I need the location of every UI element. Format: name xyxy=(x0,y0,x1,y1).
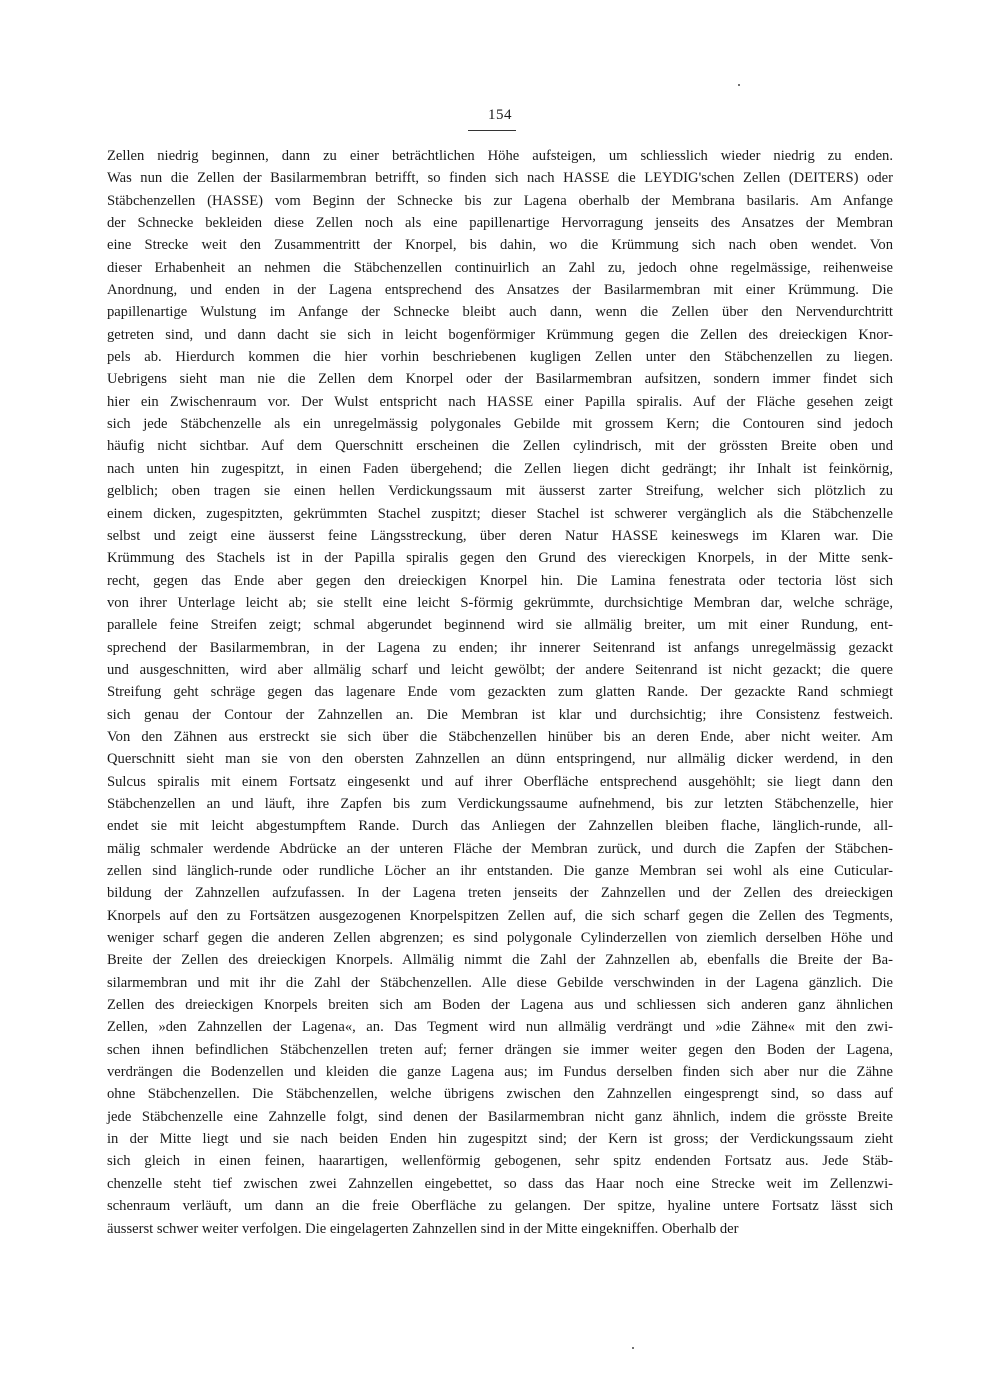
text-line: schen ihnen befindlichen Stäbchenzellen treten auf; ferner drängen sie immer weiter gegen den Boden der Lagena, xyxy=(107,1041,893,1058)
text-line: Knorpels auf den zu Fortsätzen ausgezogenen Knorpelspitzen Zellen auf, die sich scharf gegen die Zellen des Tegments, xyxy=(107,907,893,924)
text-line: einem dicken, zugespitzten, gekrümmten Stachel zuspitzt; dieser Stachel ist schwerer vergänglich als die Stäbchenzelle xyxy=(107,505,893,522)
text-line: mälig schmaler werdende Abdrücke an der unteren Fläche der Membran zurück, und durch die Zapfen der Stäbchen- xyxy=(107,840,893,857)
text-line: sich jede Stäbchenzelle als ein unregelmässig polygonales Gebilde mit grossem Kern; die Contouren sind jedoch xyxy=(107,416,893,433)
text-line: papillenartige Wulstung im Anfange der Schnecke bleibt auch dann, wenn die Zellen über den Nervendurchtritt xyxy=(107,304,893,321)
text-line: Stäbchenzellen (HASSE) vom Beginn der Schnecke bis zur Lagena oberhalb der Membrana basilaris. Am Anfange xyxy=(107,192,893,209)
text-line: Querschnitt sieht man sie von den obersten Zahnzellen an dünn entspringend, nur allmälig dicker werdend, in den xyxy=(107,751,893,768)
text-line: silarmembran und mit ihr die Zahl der Stäbchenzellen. Alle diese Gebilde verschwinden in der Lagena gänzlich. Die xyxy=(107,974,893,991)
text-line: Anordnung, und enden in der Lagena entsprechend des Ansatzes der Basilarmembran mit einer Krümmung. Die xyxy=(107,282,893,299)
page-number: 154 xyxy=(488,107,512,123)
speck-mark xyxy=(632,1347,634,1349)
text-line: Breite der Zellen des dreieckigen Knorpels. Allmälig nimmt die Zahl der Zahnzellen ab, ebenfalls die Breite der Ba- xyxy=(107,952,893,969)
text-line: weniger scharf gegen die anderen Zellen abgrenzen; es sind polygonale Cylinderzellen von ziemlich derselben Höhe und xyxy=(107,930,893,947)
text-line: Zellen des dreieckigen Knorpels breiten sich am Boden der Lagena aus und schliessen sich anderen ganz ähnlichen xyxy=(107,997,893,1014)
text-line: Stäbchenzellen an und läuft, ihre Zapfen bis zum Verdickungssaume aufnehmend, bis zur letzten Stäbchenzelle, hier xyxy=(107,795,893,812)
text-line: ohne Stäbchenzellen. Die Stäbchenzellen, welche übrigens zwischen den Zahnzellen eingesprengt sind, so dass auf xyxy=(107,1086,893,1103)
text-line: verdrängen die Bodenzellen und kleiden die ganze Lagena aus; im Fundus derselben finden sich aber nur die Zähne xyxy=(107,1064,893,1081)
text-line: Streifung geht schräge gegen das lagenare Ende vom gezackten zum glatten Rande. Der gezackte Rand schmiegt xyxy=(107,684,893,701)
text-line: dieser Erhabenheit an nehmen die Stäbchenzellen continuirlich an Zahl zu, jedoch ohne regelmässige, reihenweise xyxy=(107,259,893,276)
text-line: sprechend der Basilarmembran, in der Lagena zu enden; ihr innerer Seitenrand ist anfangs unregelmässig gezackt xyxy=(107,639,893,656)
text-line: sich gleich in einen feinen, haarartigen, wellenförmig gebogenen, sehr spitz endenden Fortsatz aus. Jede Stäb- xyxy=(107,1153,893,1170)
text-line: sich genau der Contour der Zahnzellen an. Die Membran ist klar und durchsichtig; ihre Consistenz festweich. xyxy=(107,706,893,723)
text-line: der Schnecke bekleiden diese Zellen noch als eine papillenartige Hervorragung jenseits des Ansatzes der Membran xyxy=(107,215,893,232)
text-line: zellen sind länglich-runde oder rundliche Löcher an ihr entstanden. Die ganze Membran sei wohl als eine Cuticular- xyxy=(107,863,893,879)
text-line: jede Stäbchenzelle eine Zahnzelle folgt, sind denen der Basilarmembran nicht ganz ähnlich, indem die grösste Breite xyxy=(107,1108,893,1125)
text-line: Zellen niedrig beginnen, dann zu einer beträchtlichen Höhe aufsteigen, um schliesslich wieder niedrig zu enden. xyxy=(107,148,893,164)
text-line: äusserst schwer weiter verfolgen. Die eingelagerten Zahnzellen sind in der Mitte eingekniffen. Oberhalb der xyxy=(107,1220,739,1237)
text-line: recht, gegen das Ende aber gegen den dreieckigen Knorpel hin. Die Lamina fenestrata oder tectoria löst sich xyxy=(107,572,893,589)
text-line: Krümmung des Stachels ist in der Papilla spiralis gegen den Grund des viereckigen Knorpels, in der Mitte senk- xyxy=(107,550,893,567)
header-rule xyxy=(468,130,516,131)
text-line: parallele feine Streifen zeigt; schmal abgerundet beginnend wird sie allmälig breiter, um mit einer Rundung, ent- xyxy=(107,617,893,634)
text-line: Von den Zähnen aus erstreckt sie sich über die Stäbchenzellen hinüber bis an deren Ende, aber nicht weiter. Am xyxy=(107,728,893,745)
text-line: von ihrer Unterlage leicht ab; sie stellt eine leicht S-förmig gekrümmte, durchsichtige Membran dar, welche schräge, xyxy=(107,594,893,611)
text-line: gelblich; oben tragen sie einen hellen Verdickungssaum mit äusserst zarter Streifung, welcher sich plötzlich zu xyxy=(107,483,893,500)
text-line: Sulcus spiralis mit einem Fortsatz eingesenkt und auf ihrer Oberfläche entsprechend ausgehöhlt; sie liegt dann den xyxy=(107,773,893,790)
text-line: Uebrigens sieht man nie die Zellen dem Knorpel oder der Basilarmembran aufsitzen, sondern immer findet sich xyxy=(107,371,893,388)
text-line: häufig nicht sichtbar. Auf dem Querschnitt erscheinen die Zellen cylindrisch, mit der grössten Breite oben und xyxy=(107,438,893,455)
text-line: selbst und zeigt eine äusserst feine Längsstreckung, über deren Natur HASSE keineswegs im Klaren war. Die xyxy=(107,527,893,544)
text-line: Zellen, »den Zahnzellen der Lagena«, an. Das Tegment wird nun allmälig verdrängt und »die Zähne« mit den zwi- xyxy=(107,1019,893,1036)
text-line: bildung der Zahnzellen aufzufassen. In der Lagena treten jenseits der Zahnzellen und der Zellen des dreieckigen xyxy=(107,885,893,902)
body-text xyxy=(107,145,893,1240)
text-line: eine Strecke weit den Zusammentritt der Knorpel, bis dahin, wo die Krümmung sich nach oben wendet. Von xyxy=(107,237,893,254)
text-line: schenraum verläuft, um dann an die freie Oberfläche zu gelangen. Der spitze, hyaline untere Fortsatz lässt sich xyxy=(107,1198,893,1215)
text-line: Was nun die Zellen der Basilarmembran betrifft, so finden sich nach HASSE die LEYDIG'schen Zellen (DEITERS) oder xyxy=(107,170,893,187)
text-line: und ausgeschnitten, wird aber allmälig scharf und leicht gewölbt; der andere Seitenrand ist nicht gezackt; die quere xyxy=(107,661,893,678)
speck-mark xyxy=(738,84,740,86)
text-line: chenzelle steht tief zwischen zwei Zahnzellen eingebettet, so dass das Haar noch eine Strecke weit im Zellenzwi- xyxy=(107,1175,893,1192)
text-line: endet sie mit leicht abgestumpftem Rande. Durch das Anliegen der Zahnzellen bleiben flache, länglich-runde, all- xyxy=(107,818,893,835)
text-line: getreten sind, und dann dacht sie sich in leicht bogenförmiger Krümmung gegen die Zellen des dreieckigen Knor- xyxy=(107,326,893,343)
text-line: in der Mitte liegt und sie nach beiden Enden hin zugespitzt sind; der Kern ist gross; der Verdickungssaum zieht xyxy=(107,1131,893,1148)
text-line: pels ab. Hierdurch kommen die hier vorhin beschriebenen kugligen Zellen unter den Stäbchenzellen zu liegen. xyxy=(107,349,893,366)
text-line: nach unten hin zugespitzt, in einen Faden übergehend; die Zellen liegen dicht gedrängt; ihr Inhalt ist feinkörnig, xyxy=(107,460,893,477)
text-line: hier ein Zwischenraum vor. Der Wulst entspricht nach HASSE einer Papilla spiralis. Auf der Fläche gesehen zeigt xyxy=(107,393,893,410)
